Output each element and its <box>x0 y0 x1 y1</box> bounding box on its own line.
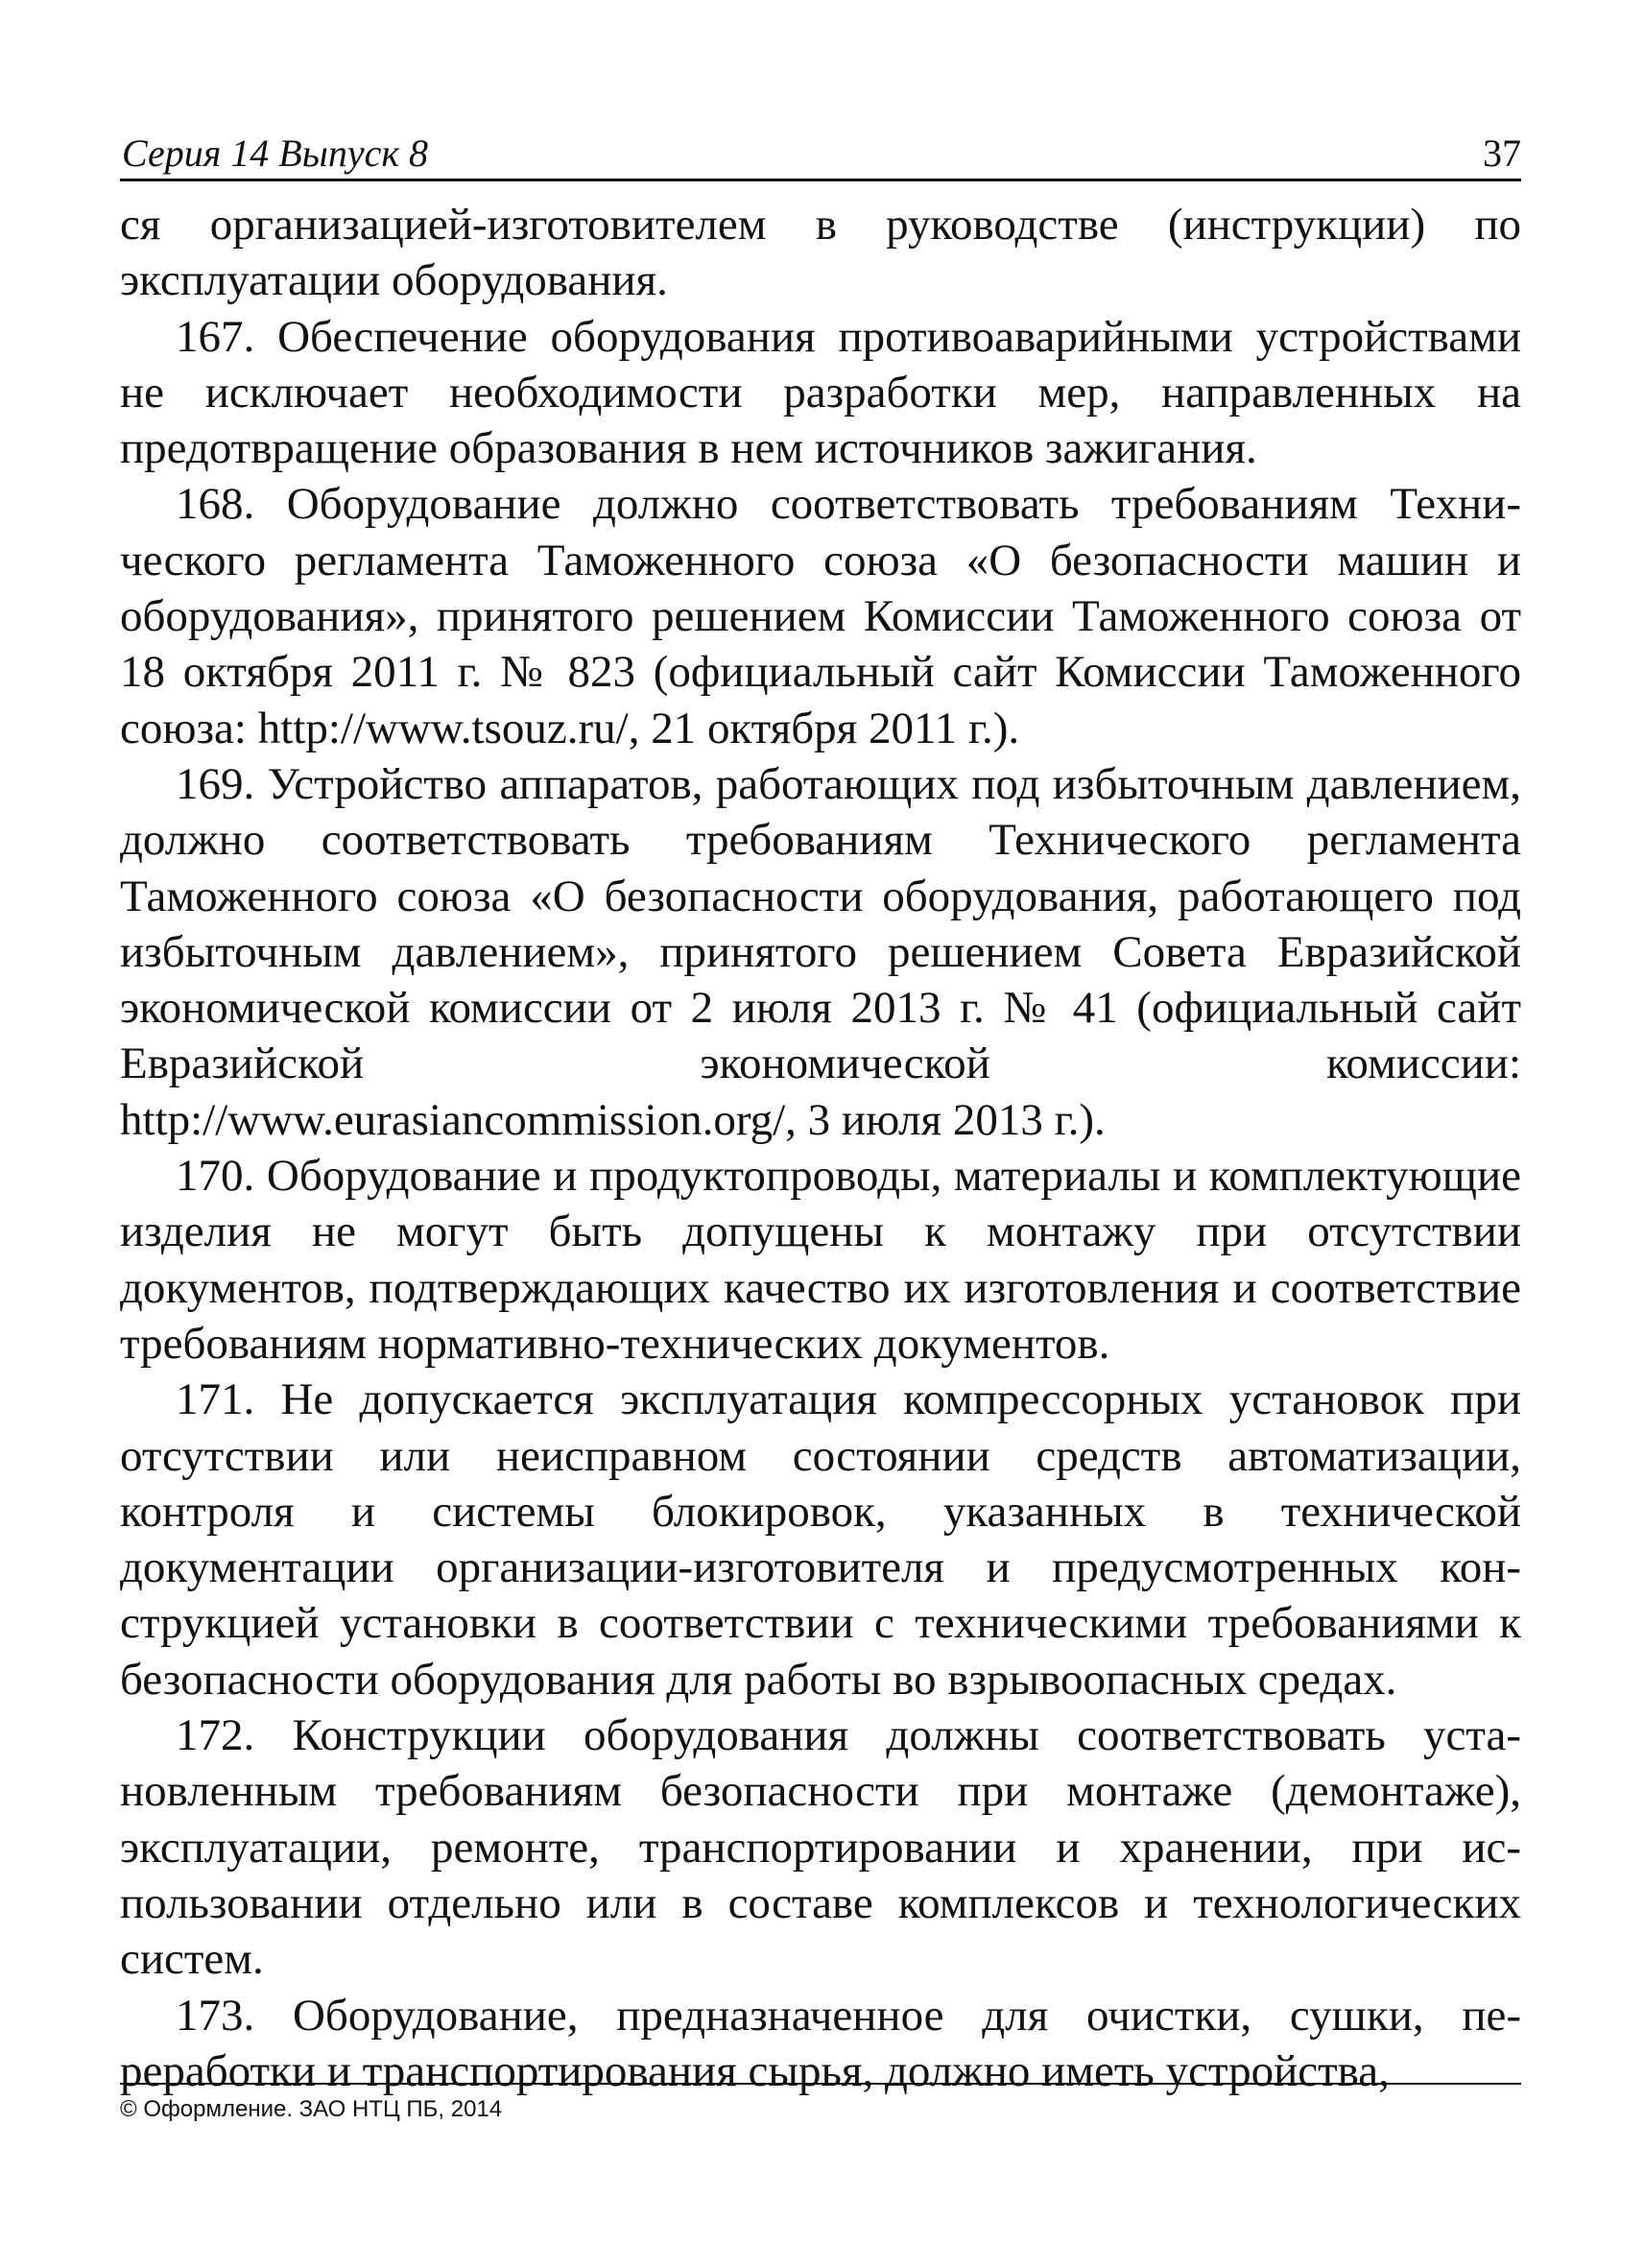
running-header <box>120 125 1521 181</box>
series-title: Серия 14 Выпуск 8 <box>122 131 429 175</box>
page-footer <box>120 2083 1521 2121</box>
copyright-notice: © Оформление. ЗАО НТЦ ПБ, 2014 <box>120 2096 503 2122</box>
paragraph-167: 167. Обеспечение оборудования противоаварийными устройствами не исключает необходимости разработки мер, направленных на предотвращение образования в нем источников зажигания. <box>120 311 1521 474</box>
paragraph-173: 173. Оборудование, предназначенное для очистки, сушки, переработки и транспортирования сырья, должно иметь устройства, <box>120 1990 1521 2096</box>
body-text <box>120 197 1521 2099</box>
page-number: 37 <box>1483 131 1521 175</box>
paragraph-168: 168. Оборудование должно соответствовать требованиям Технического регламента Таможенного союза «О безопасности машин и оборудования», принятого решением Комиссии Таможенного союза от 18 октября 2011 г. № 823 (официальный сайт Комиссии Таможенного союза: http://www.tsouz.ru/, 21 октября 2011 г.). <box>120 479 1521 753</box>
paragraph-continuation: ся организацией-изготовителем в руководстве (инструкции) по эксплуатации оборудования. <box>120 200 1521 306</box>
paragraph-171: 171. Не допускается эксплуатация компрессорных установок при отсутствии или неисправном состоянии средств автоматизации, контроля и системы блокировок, указанных в технической документации организации-изготовителя и предусмотренных конструкцией установки в соответствии с техническими требованиями к безопасности оборудования для работы во взрывоопасных средах. <box>120 1374 1521 1705</box>
paragraph-172: 172. Конструкции оборудования должны соответствовать установленным требованиям безопасности при монтаже (демонтаже), эксплуатации, ремонте, транспортировании и хранении, при использовании отдельно или в составе комплексов и технологических систем. <box>120 1710 1521 1985</box>
paragraph-169: 169. Устройство аппаратов, работающих под избыточным давлением, должно соответствовать требованиям Технического регламента Таможенного союза «О безопасности оборудования, работающего под избыточным давлением», принятого решением Совета Евразийской экономической комиссии от 2 июля 2013 г. № 41 (официальный сайт Евразийской экономической комиссии: http://www.eurasiancommission.org/, 3 июля 2013 г.). <box>120 758 1521 1145</box>
paragraph-170: 170. Оборудование и продуктопроводы, материалы и комплектующие изделия не могут быть допущены к монтажу при отсутствии документов, подтверждающих качество их изготовления и соответствие требованиям нормативно-технических документов. <box>120 1151 1521 1369</box>
document-page <box>120 125 1521 2160</box>
